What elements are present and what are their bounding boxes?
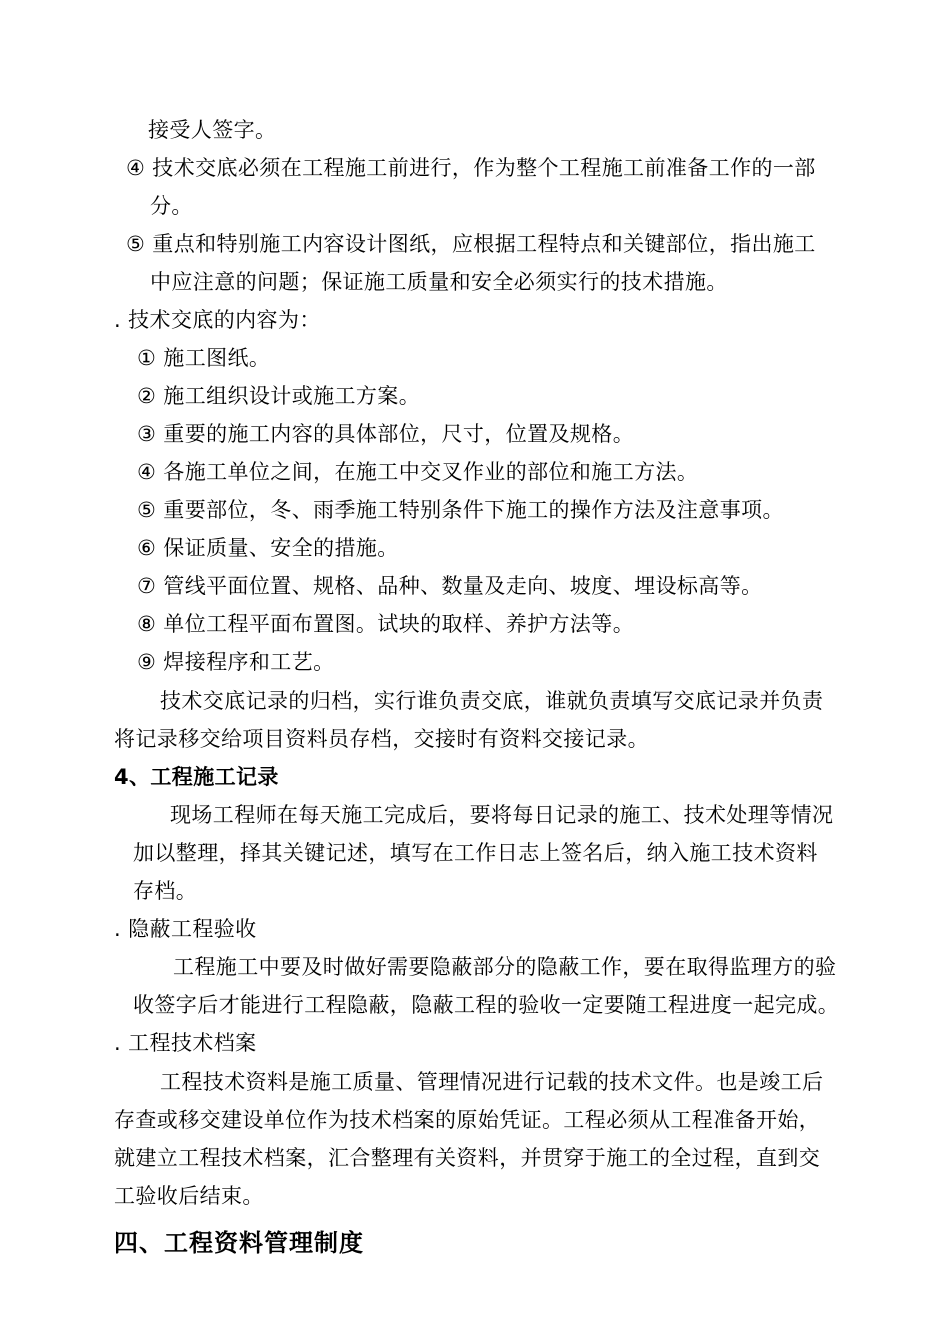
content-item-4: ④ 各施工单位之间，在施工中交叉作业的部位和施工方法。 [137,460,699,484]
tech-archive-paragraph-line-3: 就建立工程技术档案，汇合整理有关资料，并贯穿于施工的全过程，直到交 [114,1146,821,1170]
tech-archive-paragraph-line-4: 工验收后结束。 [114,1184,264,1208]
content-item-1: ① 施工图纸。 [137,346,271,370]
tech-archive-paragraph-line-2: 存查或移交建设单位作为技术档案的原始凭证。工程必须从工程准备开始， [114,1108,821,1132]
archive-paragraph-line-1: 技术交底记录的归档，实行谁负责交底，谁就负责填写交底记录并负责 [160,689,824,713]
chapter-4-title: 四、工程资料管理制度 [114,1229,364,1257]
content-item-6: ⑥ 保证质量、安全的措施。 [137,536,399,560]
archive-paragraph-line-2: 将记录移交给项目资料员存档，交接时有资料交接记录。 [114,727,649,751]
intro-line-2: ④ 技术交底必须在工程施工前进行，作为整个工程施工前准备工作的一部 [126,156,816,180]
hidden-works-paragraph-line-1: 工程施工中要及时做好需要隐蔽部分的隐蔽工作，要在取得监理方的验 [173,955,837,979]
hidden-works-paragraph-line-2: 收签字后才能进行工程隐蔽，隐蔽工程的验收一定要随工程进度一起完成。 [133,993,840,1017]
tech-archive-heading: . 工程技术档案 [114,1031,257,1055]
section-4-paragraph-line-2: 加以整理，择其关键记述，填写在工作日志上签名后，纳入施工技术资料 [133,841,818,865]
intro-line-1: 接受人签字。 [148,118,277,142]
content-item-8: ⑧ 单位工程平面布置图。试块的取样、养护方法等。 [137,612,635,636]
content-item-9: ⑨ 焊接程序和工艺。 [137,650,335,674]
content-item-3: ③ 重要的施工内容的具体部位，尺寸，位置及规格。 [137,422,635,446]
content-heading: . 技术交底的内容为： [114,308,321,332]
section-4-paragraph-line-1: 现场工程师在每天施工完成后，要将每日记录的施工、技术处理等情况 [170,803,834,827]
tech-archive-paragraph-line-1: 工程技术资料是施工质量、管理情况进行记载的技术文件。也是竣工后 [160,1070,824,1094]
intro-line-5: 中应注意的问题；保证施工质量和安全必须实行的技术措施。 [150,270,728,294]
content-item-5: ⑤ 重要部位，冬、雨季施工特别条件下施工的操作方法及注意事项。 [137,498,784,522]
content-item-2: ② 施工组织设计或施工方案。 [137,384,421,408]
hidden-works-heading: . 隐蔽工程验收 [114,917,257,941]
intro-line-3: 分。 [150,194,193,218]
intro-line-4: ⑤ 重点和特别施工内容设计图纸，应根据工程特点和关键部位，指出施工 [126,232,816,256]
section-4-title: 4、工程施工记录 [114,765,279,789]
section-4-paragraph-line-3: 存档。 [133,879,198,903]
content-item-7: ⑦ 管线平面位置、规格、品种、数量及走向、坡度、埋设标高等。 [137,574,763,598]
